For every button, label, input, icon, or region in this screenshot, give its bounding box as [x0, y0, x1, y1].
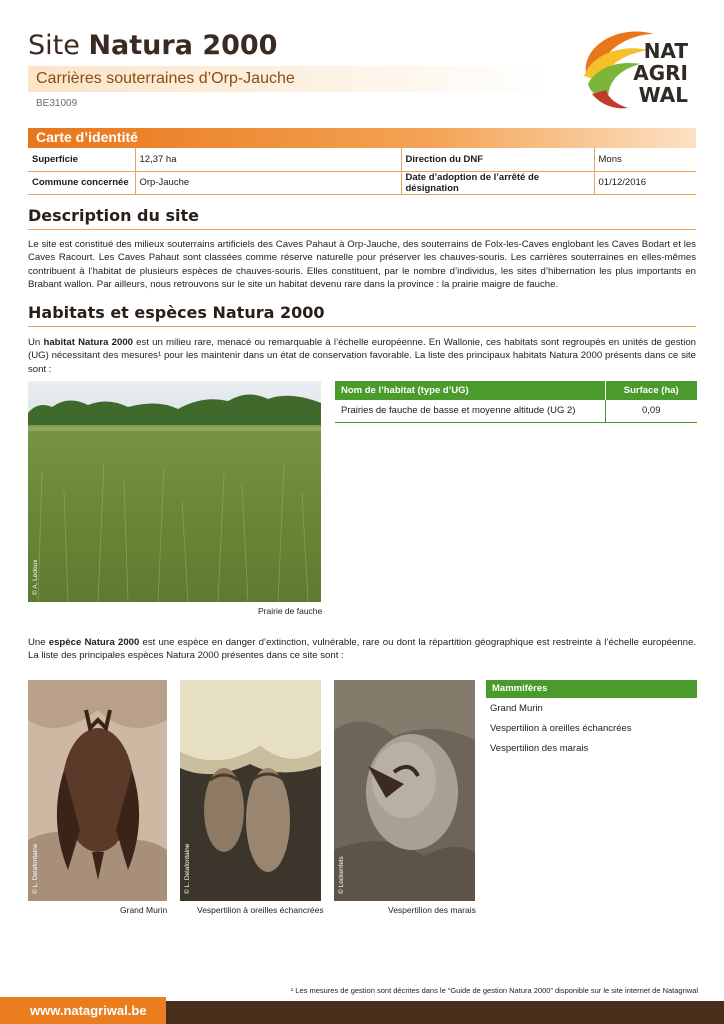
species-item: Grand Murin	[490, 703, 543, 714]
table-row	[28, 148, 696, 171]
identity-heading: Carte d’identité	[36, 129, 138, 145]
table-row	[28, 171, 696, 194]
photo-credit: © L. Delafontaine	[32, 843, 39, 894]
bat-photo-vespertilion-marais	[334, 680, 475, 901]
footer-url-link[interactable]: www.natagriwal.be	[30, 1003, 147, 1018]
photo-credit: © Lockenfels	[338, 856, 345, 894]
site-code: BE31009	[36, 98, 78, 109]
meadow-photo	[28, 381, 321, 602]
bat-caption: Vespertilion des marais	[388, 905, 476, 915]
natagriwal-logo	[578, 24, 698, 116]
meadow-caption: Prairie de fauche	[258, 606, 323, 616]
species-intro: Une espèce Natura 2000 est une espèce en danger d’extinction, vulnérable, rare ou dont la répartition géographique est restreinte à l’échelle européenne. La liste des principales espèces Natura 2000 présentes dans ce site sont :	[28, 637, 696, 662]
identity-value: 12,37 ha	[135, 148, 401, 171]
divider	[28, 326, 696, 327]
footnote: ¹ Les mesures de gestion sont décrites dans le “Guide de gestion Natura 2000” disponible sur le site internet de Natagriwal	[290, 986, 698, 995]
species-item: Vespertilion des marais	[490, 743, 589, 754]
species-item: Vespertilion à oreilles échancrées	[490, 723, 632, 734]
column-header: Surface (ha)	[605, 381, 697, 400]
identity-table	[28, 148, 696, 195]
identity-label: Commune concernée	[28, 171, 135, 194]
photo-credit: © A. Ledoux	[32, 559, 39, 595]
habitat-surface: 0,09	[605, 400, 697, 422]
column-header: Nom de l’habitat (type d’UG)	[335, 381, 605, 400]
identity-value: Orp-Jauche	[135, 171, 401, 194]
title-prefix: Site	[28, 30, 80, 61]
title-bold: Natura 2000	[88, 30, 278, 61]
habitats-intro: Un habitat Natura 2000 est un milieu rare, menacé ou remarquable à l’échelle européenne. En Wallonie, ces habitats sont regroupés en unités de gestion (UG) nécessitant des mesures¹ pour les maintenir dans un état de conservation favorable. La liste des principaux habitats Natura 2000 présents dans ce site sont :	[28, 337, 696, 375]
identity-label: Direction du DNF	[401, 148, 594, 171]
description-text: Le site est constitué des milieux souterrains artificiels des Caves Pahaut à Orp-Jauche, des souterrains de Folx-les-Caves englobant les Caves Bodart et les Caves Racourt. Les Caves Pahaut sont classées comme réserve naturelle pour préserver les chauves-souris. Les carrières souterraines en elles-mêmes contribuent à l’habitat de plusieurs espèces de chauves-souris. Elles constituent, par le nombre d’individus, les sites d’hibernation les plus importants en Brabant wallon. Par ailleurs, nous retrouvons sur le site un habitat devenu rare dans la province : la prairie maigre de fauche.	[28, 239, 696, 291]
logo-line-3: WAL	[638, 83, 688, 107]
bat-caption: Grand Murin	[120, 905, 168, 915]
description-heading: Description du site	[28, 206, 199, 225]
identity-value: Mons	[594, 148, 696, 171]
bat-caption: Vespertilion à oreilles échancrées	[197, 905, 324, 915]
site-name: Carrières souterraines d’Orp-Jauche	[36, 70, 295, 87]
page-title	[28, 30, 277, 61]
habitat-table	[335, 381, 697, 423]
logo-line-1: NAT	[643, 39, 688, 63]
mammals-heading: Mammifères	[486, 680, 697, 698]
bat-photo-vespertilion-oreilles	[180, 680, 321, 901]
photo-credit: © L. Delafontaine	[184, 843, 191, 894]
identity-label: Superficie	[28, 148, 135, 171]
habitats-heading: Habitats et espèces Natura 2000	[28, 303, 325, 322]
table-row	[335, 400, 697, 422]
identity-label: Date d’adoption de l’arrêté de désignation	[401, 171, 594, 194]
identity-value: 01/12/2016	[594, 171, 696, 194]
habitat-name: Prairies de fauche de basse et moyenne altitude (UG 2)	[335, 400, 605, 422]
divider	[28, 229, 696, 230]
bat-photo-grand-murin	[28, 680, 167, 901]
logo-line-2: AGRI	[633, 61, 688, 85]
table-header-row	[335, 381, 697, 400]
